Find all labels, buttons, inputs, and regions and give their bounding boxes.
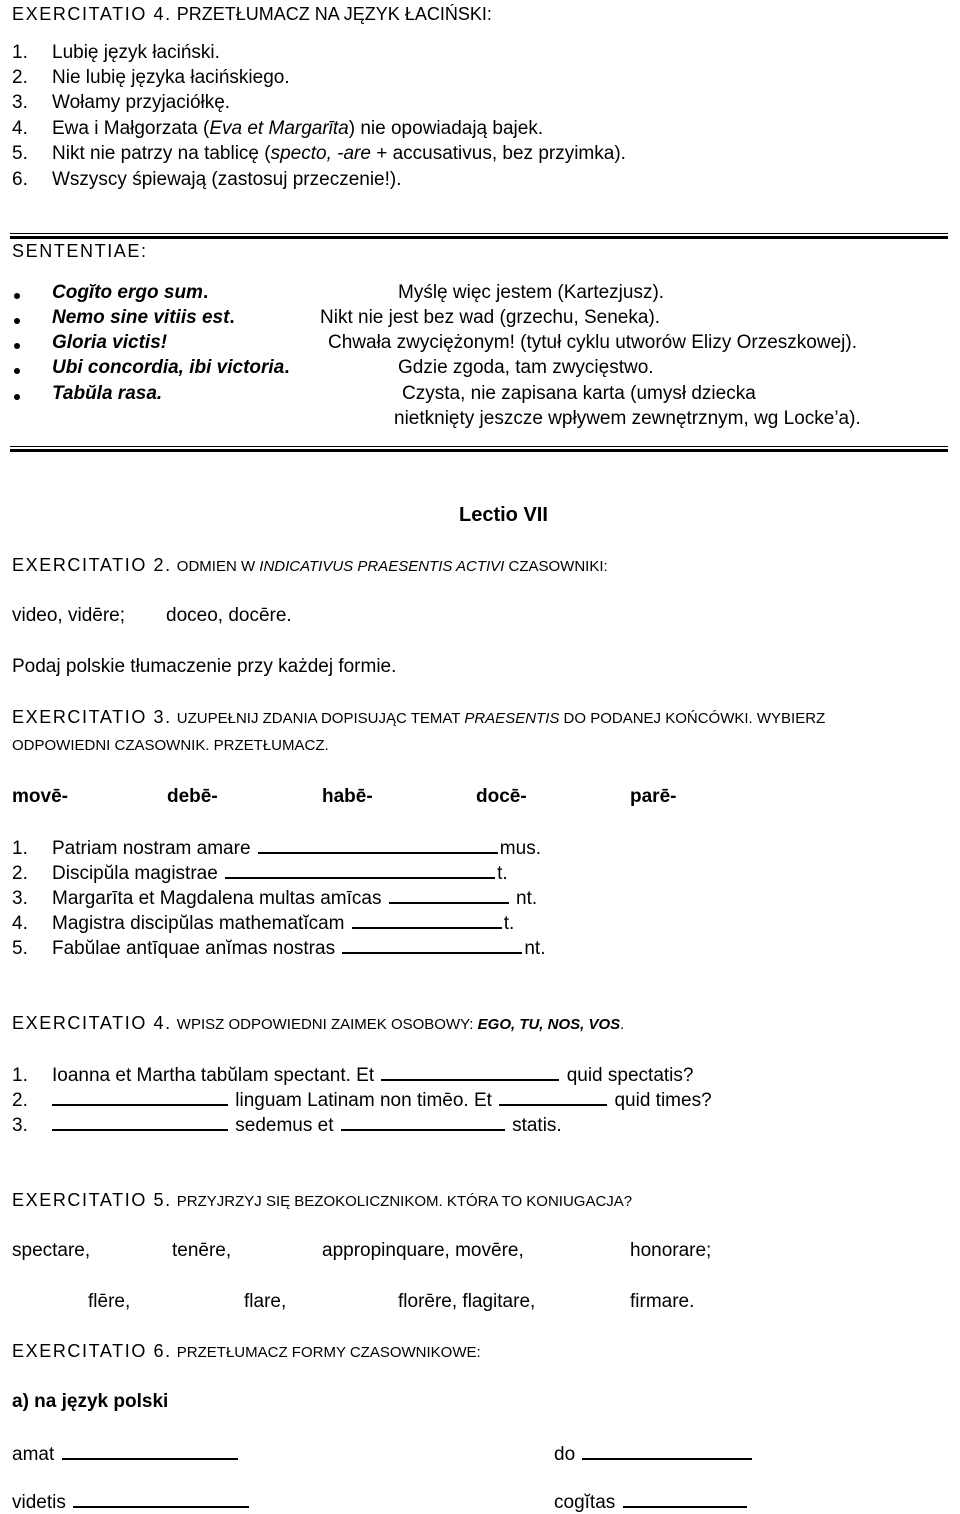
list-item: 1. Ioanna et Martha tabŭlam spectant. Et quid spectatis? (12, 1065, 694, 1086)
ex2-heading: EXERCITATIO 2. ODMIEN W INDICATIVUS PRAESENTIS ACTIVI CZASOWNIKI: (12, 555, 608, 575)
stem: debē- (167, 786, 218, 807)
ex4a-heading-text: PRZETŁUMACZ NA JĘZYK ŁACIŃSKI: (176, 4, 492, 24)
sententia-latin: Tabŭla rasa. (52, 383, 163, 404)
answer-blank[interactable] (225, 861, 495, 879)
sententia-translation: Chwała zwyciężonym! (tytuł cyklu utworów Elizy Orzeszkowej). (328, 332, 857, 353)
stem: habē- (322, 786, 373, 807)
stem: movē- (12, 786, 68, 807)
sententia-translation: Nikt nie jest bez wad (grzechu, Seneka). (320, 307, 661, 328)
sententia-translation-cont: nietknięty jeszcze wpływem zewnętrznym, wg Locke’a). (394, 408, 861, 429)
list-item: 6. Wszyscy śpiewają (zastosuj przeczenie!). (12, 169, 402, 190)
ex6-subheading: a) na język polski (12, 1391, 169, 1412)
list-item: 2. Discipŭla magistrae t. (12, 863, 508, 884)
list-item: 4. Magistra discipŭlas mathematĭcam t. (12, 913, 515, 934)
list-item: 3. Margarīta et Magdalena multas amīcas nt. (12, 888, 538, 909)
infinitive: honorare; (630, 1240, 712, 1261)
lectio-title: Lectio VII (459, 504, 548, 526)
answer-blank[interactable] (258, 836, 498, 854)
answer-blank[interactable] (381, 1063, 559, 1081)
answer-blank[interactable] (352, 911, 502, 929)
list-item: 2. linguam Latinam non timēo. Et quid times? (12, 1090, 712, 1111)
answer-blank[interactable] (342, 936, 522, 954)
bullet (14, 293, 20, 299)
infinitive: tenēre, (172, 1240, 232, 1261)
infinitive: flēre, (88, 1291, 131, 1312)
ex6-item: cogĭtas (554, 1490, 749, 1514)
bullet (14, 394, 20, 400)
list-item: 1. Lubię język łaciński. (12, 42, 220, 63)
list-item: 2. Nie lubię języka łacińskiego. (12, 67, 290, 88)
answer-blank[interactable] (389, 886, 509, 904)
answer-blank[interactable] (582, 1442, 752, 1460)
ex4a-heading (12, 4, 492, 25)
sententia-latin: Nemo sine vitiis est. (52, 307, 235, 328)
answer-blank[interactable] (73, 1490, 249, 1508)
bullet (14, 343, 20, 349)
sententia-latin: Cogĭto ergo sum. (52, 282, 209, 303)
sententia-latin: Gloria victis! (52, 332, 168, 353)
ex5-heading: EXERCITATIO 5. PRZYJRZYJ SIĘ BEZOKOLICZNIKOM. KTÓRA TO KONIUGACJA? (12, 1190, 633, 1210)
infinitive: appropinquare, movēre, (322, 1240, 524, 1261)
answer-blank[interactable] (52, 1088, 228, 1106)
sententia-translation: Myślę więc jestem (Kartezjusz). (398, 282, 665, 303)
list-item: 3. sedemus et statis. (12, 1115, 562, 1136)
answer-blank[interactable] (62, 1442, 238, 1460)
sententia-translation: Gdzie zgoda, tam zwycięstwo. (398, 357, 654, 378)
answer-blank[interactable] (52, 1113, 228, 1131)
sententia-translation: Czysta, nie zapisana karta (umysł dziecka (402, 383, 756, 404)
stem: docē- (476, 786, 527, 807)
infinitive: florēre, flagitare, (398, 1291, 536, 1312)
ex2-verb: doceo, docēre. (166, 605, 292, 626)
stem: parē- (630, 786, 677, 807)
infinitive: firmare. (630, 1291, 695, 1312)
ex4b-heading: EXERCITATIO 4. WPISZ ODPOWIEDNI ZAIMEK OSOBOWY: EGO, TU, NOS, VOS. (12, 1013, 625, 1033)
ex2-note: Podaj polskie tłumaczenie przy każdej formie. (12, 656, 397, 677)
list-item: 5. Nikt nie patrzy na tablicę (specto, -are + accusativus, bez przyimka). (12, 143, 626, 164)
ex4a-heading-label: EXERCITATIO 4. (12, 4, 172, 24)
ex3-heading-cont: ODPOWIEDNI CZASOWNIK. PRZETŁUMACZ. (12, 737, 329, 754)
list-item: 4. Ewa i Małgorzata (Eva et Margarīta) nie opowiadają bajek. (12, 118, 544, 139)
ex6-item: amat (12, 1442, 240, 1466)
sententiae-heading: SENTENTIAE: (12, 241, 148, 261)
ex6-item: videtis (12, 1490, 251, 1514)
list-item: 3. Wołamy przyjaciółkę. (12, 92, 231, 113)
answer-blank[interactable] (623, 1490, 747, 1508)
bullet (14, 368, 20, 374)
ex6-item: do (554, 1442, 754, 1466)
ex6-heading: EXERCITATIO 6. PRZETŁUMACZ FORMY CZASOWNIKOWE: (12, 1341, 481, 1361)
bullet (14, 318, 20, 324)
ex3-heading: EXERCITATIO 3. UZUPEŁNIJ ZDANIA DOPISUJĄC TEMAT PRAESENTIS DO PODANEJ KOŃCÓWKI. WYBIERZ (12, 707, 826, 727)
answer-blank[interactable] (499, 1088, 607, 1106)
ex2-verb: video, vidēre; (12, 605, 126, 626)
sententia-latin: Ubi concordia, ibi victoria. (52, 357, 290, 378)
infinitive: spectare, (12, 1240, 91, 1261)
sententiae-top-rule (10, 233, 948, 239)
list-item: 5. Fabŭlae antīquae anĭmas nostras nt. (12, 938, 546, 959)
infinitive: flare, (244, 1291, 287, 1312)
list-item: 1. Patriam nostram amare mus. (12, 838, 541, 859)
sententiae-bottom-rule (10, 446, 948, 452)
answer-blank[interactable] (341, 1113, 505, 1131)
